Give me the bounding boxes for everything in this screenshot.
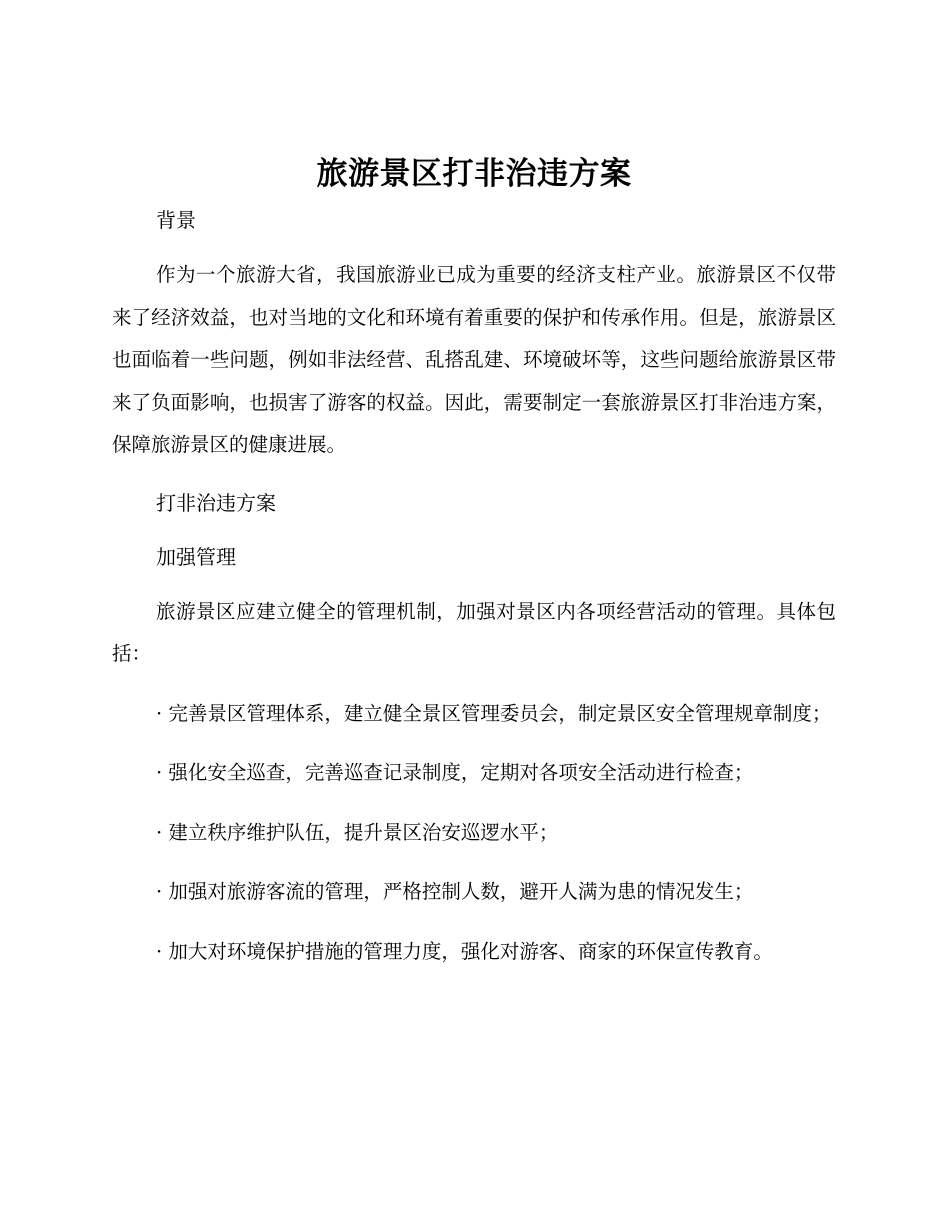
subsection-heading-management: 加强管理 xyxy=(156,544,236,569)
bullet-item: · 加强对旅游客流的管理，严格控制人数，避开人满为患的情况发生； xyxy=(156,880,754,903)
document-title: 旅游景区打非治违方案 xyxy=(316,156,632,192)
management-intro-paragraph: 旅游景区应建立健全的管理机制，加强对景区内各项经营活动的管理。具体包括： xyxy=(112,599,836,665)
bullet-item: · 加大对环境保护措施的管理力度，强化对游客、商家的环保宣传教育。 xyxy=(156,939,773,963)
bullet-item: · 完善景区管理体系，建立健全景区管理委员会，制定景区安全管理规章制度； xyxy=(156,701,832,725)
document-page xyxy=(112,148,836,973)
bullet-item: · 强化安全巡查，完善巡查记录制度，定期对各项安全活动进行检查； xyxy=(156,761,754,784)
section-heading-plan: 打非治违方案 xyxy=(156,490,276,515)
section-heading-background: 背景 xyxy=(156,208,196,232)
background-paragraph: 作为一个旅游大省，我国旅游业已成为重要的经济支柱产业。旅游景区不仅带来了经济效益，也对当地的文化和环境有着重要的保护和传承作用。但是，旅游景区也面临着一些问题，例如非法经营、乱搭乱建、环境破坏等，这些问题给旅游景区带来了负面影响，也损害了游客的权益。因此，需要制定一套旅游景区打非治违方案，保障旅游景区的健康进展。 xyxy=(112,263,836,456)
bullet-item: · 建立秩序维护队伍，提升景区治安巡逻水平； xyxy=(156,820,559,844)
